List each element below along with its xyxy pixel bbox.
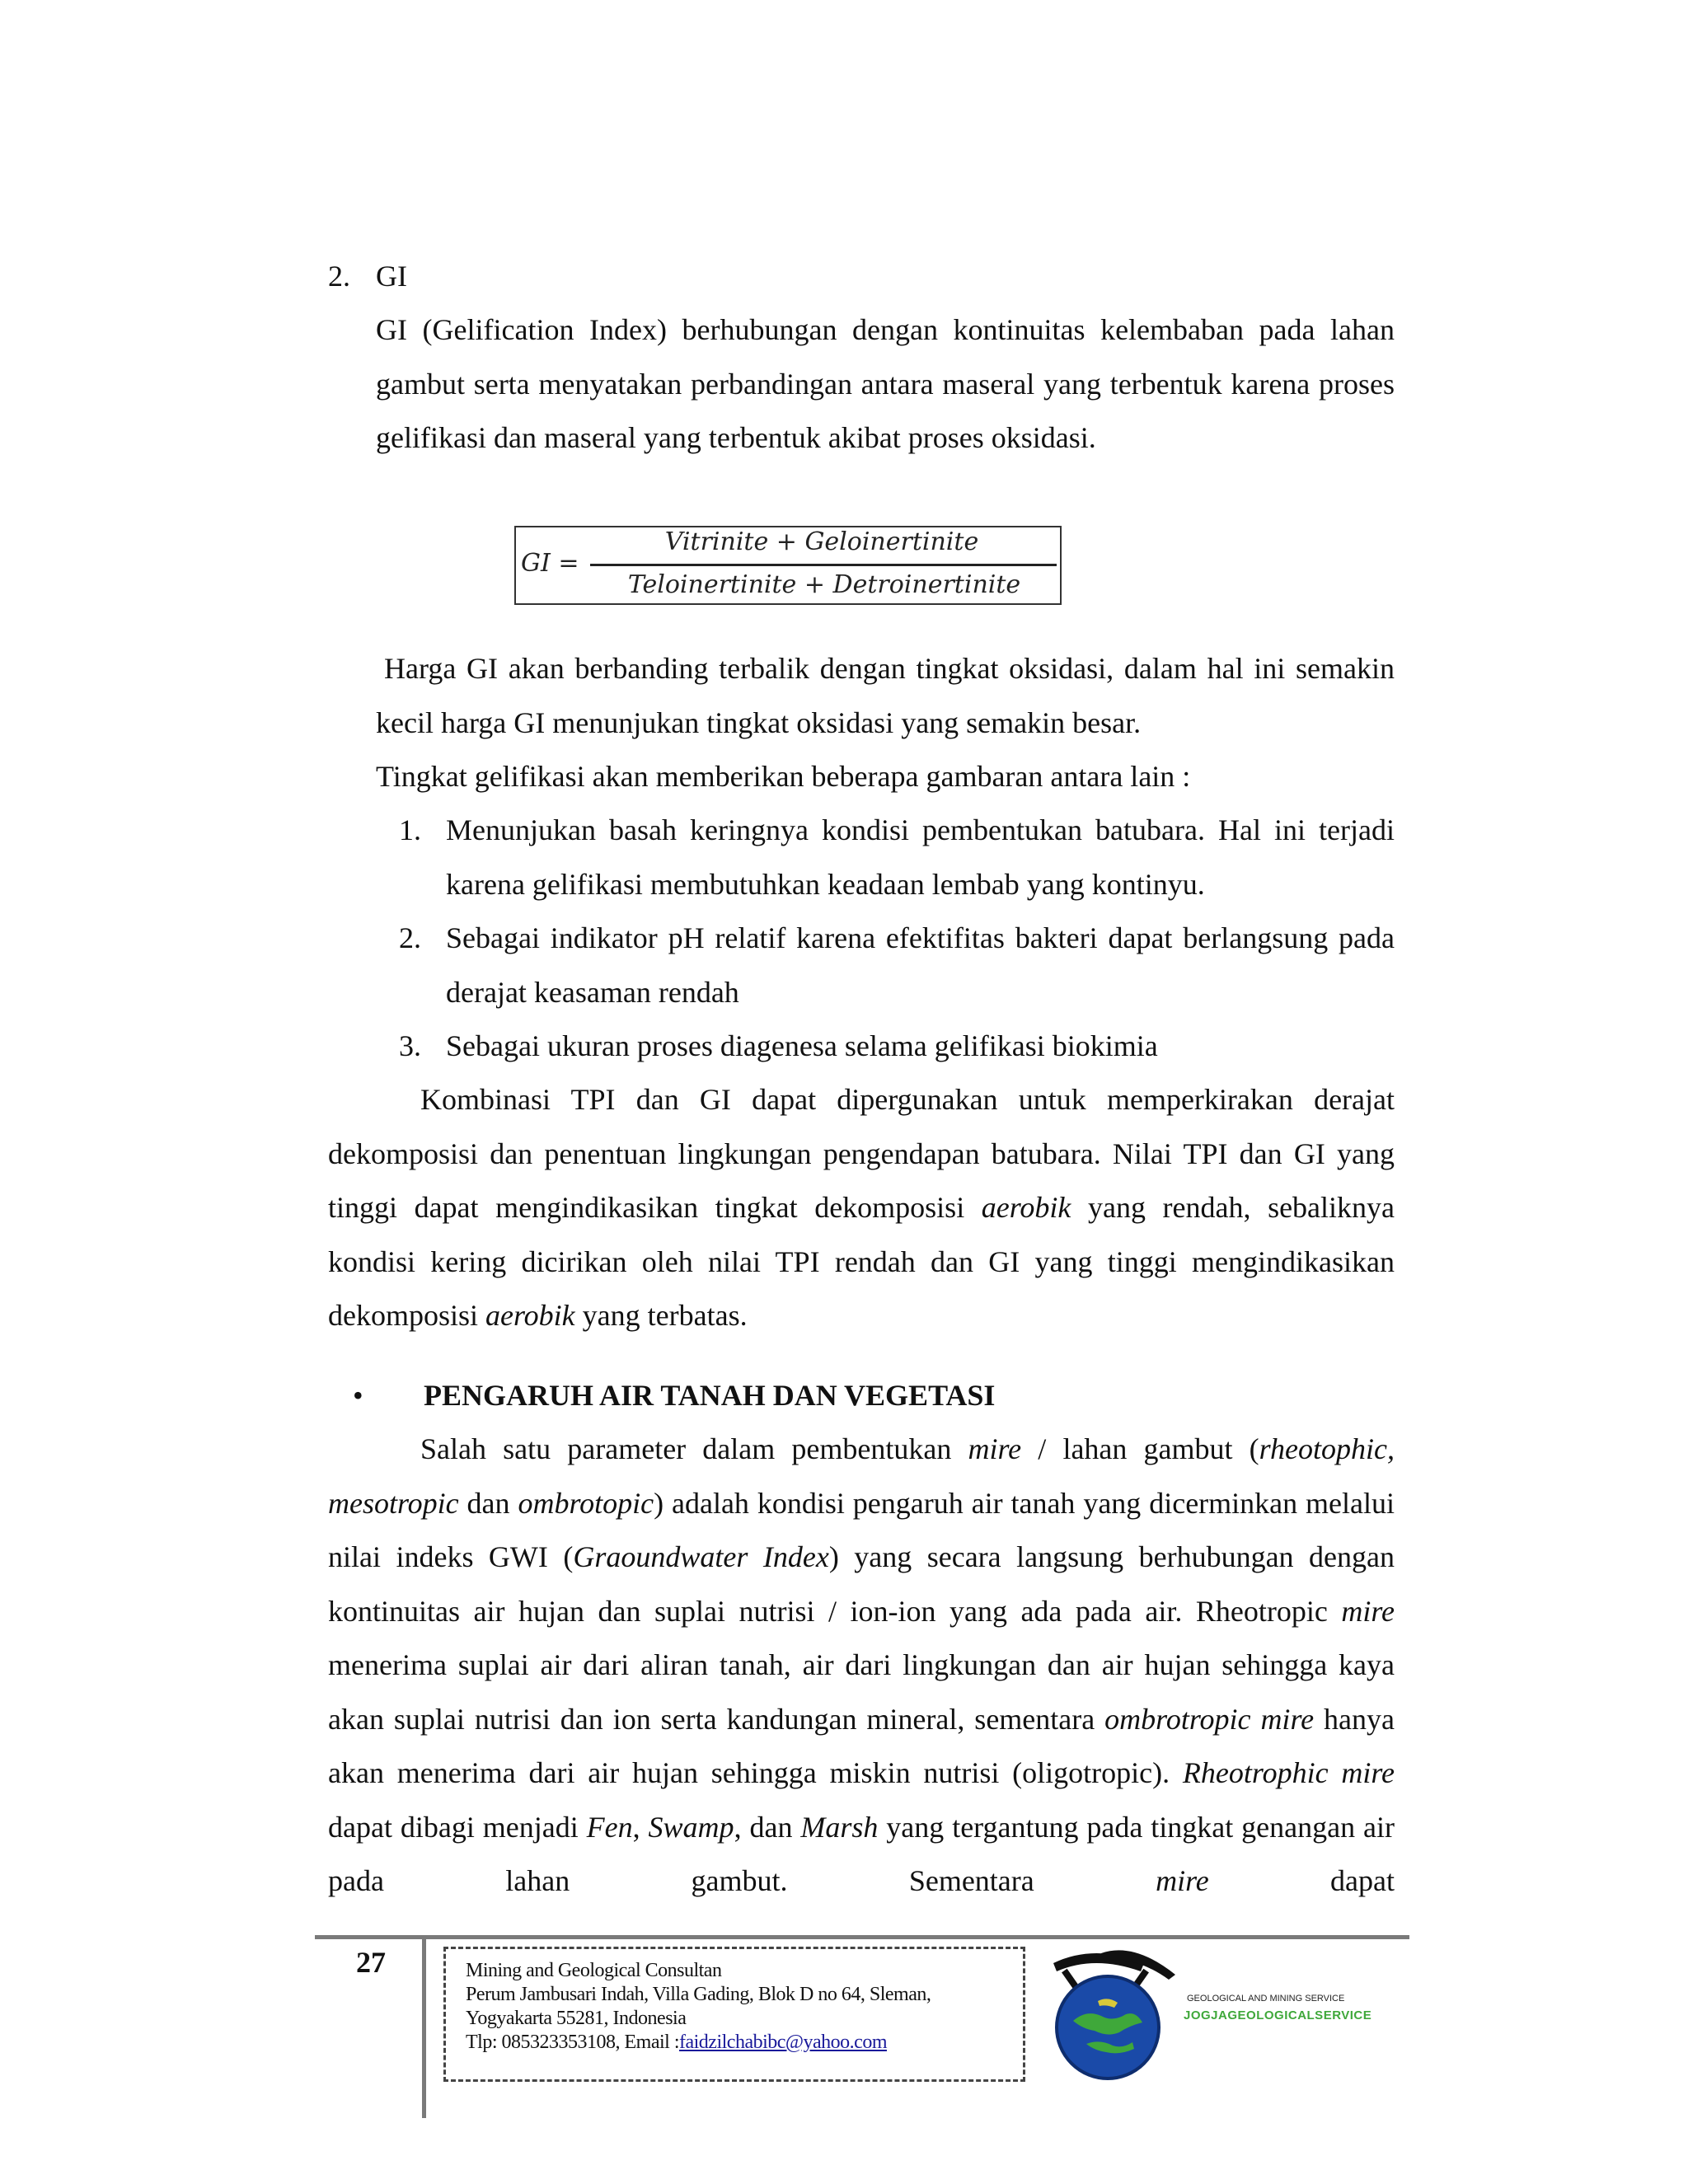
footer-divider: [422, 1937, 426, 2118]
email-link[interactable]: faidzilchabibc@yahoo.com: [678, 2032, 887, 2053]
kombinasi-paragraph: Kombinasi TPI dan GI dapat dipergunakan untuk memperkirakan derajat dekomposisi dan penentuan lingkungan pengendapan batubara. Nilai TPI dan GI yang tinggi dapat mengindikasikan tingkat dekomposisi aerobik yang rendah, sebaliknya kondisi kering dicirikan oleh nilai TPI rendah dan GI yang tinggi mengindikasikan dekomposisi aerobik yang terbatas.: [328, 1083, 1395, 1332]
list-number: 2.: [399, 921, 421, 954]
gi-formula: [514, 526, 1062, 605]
tingkat-paragraph: Tingkat gelifikasi akan memberikan beberapa gambaran antara lain :: [376, 760, 1191, 793]
bullet-icon: •: [353, 1379, 363, 1412]
list-item: Sebagai ukuran proses diagenesa selama gelifikasi biokimia: [446, 1029, 1158, 1062]
footer-contact: [466, 1959, 931, 2055]
address-line: Perum Jambusari Indah, Villa Gading, Blok D no 64, Sleman,: [466, 1984, 931, 2005]
logo-wordmark: JOGJAGEOLOGICALSERVICE: [1184, 2008, 1372, 2022]
formula-denominator: Teloinertinite + Detroinertinite: [627, 570, 1021, 599]
company-name: Mining and Geological Consultan: [466, 1960, 722, 1981]
company-logo: [1037, 1947, 1416, 2087]
contact-line: Tlp: 085323353108, Email :faidzilchabibc@yahoo.com: [466, 2032, 887, 2053]
section-heading: PENGARUH AIR TANAH DAN VEGETASI: [424, 1379, 996, 1412]
formula-lhs: GI =: [521, 549, 579, 578]
list-item: Menunjukan basah keringnya kondisi pembentukan batubara. Hal ini terjadi karena gelifikasi membutuhkan keadaan lembab yang kontinyu.: [446, 813, 1395, 901]
footer-contact-box: [443, 1947, 1025, 2082]
list-item: Sebagai indikator pH relatif karena efektifitas bakteri dapat berlangsung pada derajat keasaman rendah: [446, 921, 1395, 1009]
page-number: 27: [356, 1946, 386, 1979]
section-number: 2.: [328, 260, 350, 293]
globe-icon: [1057, 1976, 1159, 2079]
footer-rule: [315, 1935, 1409, 1939]
address-line: Yogyakarta 55281, Indonesia: [466, 2008, 687, 2029]
section-title: GI: [376, 260, 407, 293]
formula-numerator: Vitrinite + Geloinertinite: [664, 527, 979, 556]
groundwater-paragraph: Salah satu parameter dalam pembentukan mire / lahan gambut (rheotophic, mesotropic dan ombrotopic) adalah kondisi pengaruh air tanah yang dicerminkan melalui nilai indeks GWI (Graoundwater Index) yang secara langsung berhubungan dengan kontinuitas air hujan dan suplai nutrisi / ion-ion yang ada pada air. Rheotropic mire menerima suplai air dari aliran tanah, air dari lingkungan dan air hujan sehingga kaya akan suplai nutrisi dan ion serta kandungan mineral, sementara ombrotropic mire hanya akan menerima dari air hujan sehingga miskin nutrisi (oligotropic). Rheotrophic mire dapat dibagi menjadi Fen, Swamp, dan Marsh yang tergantung pada tingkat genangan air pada lahan gambut. Sementara mire dapat: [328, 1432, 1395, 1897]
harga-paragraph: Harga GI akan berbanding terbalik dengan tingkat oksidasi, dalam hal ini semakin kecil harga GI menunjukan tingkat oksidasi yang semakin besar.: [376, 652, 1395, 739]
logo-caption: GEOLOGICAL AND MINING SERVICE: [1187, 1994, 1345, 2004]
list-number: 1.: [399, 813, 421, 846]
intro-paragraph: GI (Gelification Index) berhubungan dengan kontinuitas kelembaban pada lahan gambut serta menyatakan perbandingan antara maseral yang terbentuk karena proses gelifikasi dan maseral yang terbentuk akibat proses oksidasi.: [376, 313, 1395, 454]
fraction-bar: [590, 564, 1057, 566]
list-number: 3.: [399, 1029, 421, 1062]
